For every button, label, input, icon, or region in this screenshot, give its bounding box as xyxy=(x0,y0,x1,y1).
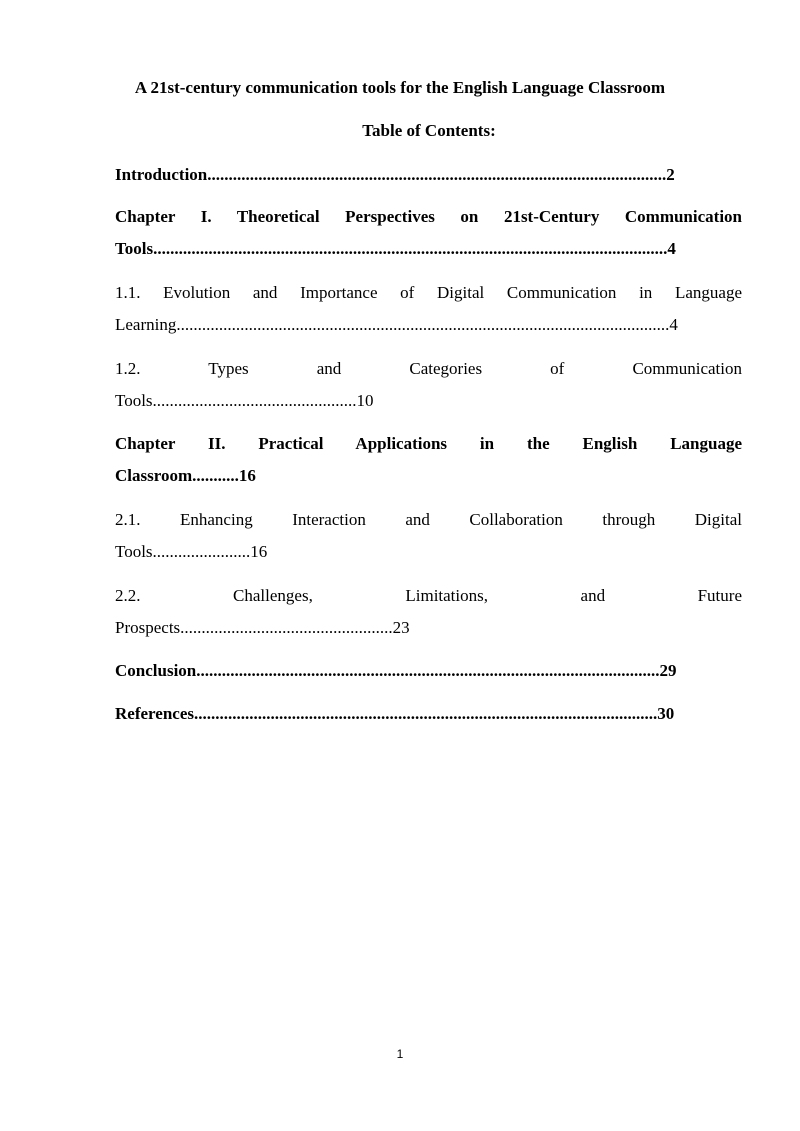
toc-heading: Table of Contents: xyxy=(362,121,496,140)
toc-entry-text: Tools................................................10 xyxy=(115,391,374,410)
toc-entry-section-2-1[interactable] xyxy=(115,504,742,568)
toc-entry-section-1-1[interactable] xyxy=(115,277,742,341)
toc-entry-text: References.............................................................................................................30 xyxy=(115,704,675,723)
toc-entry-text: Learning....................................................................................................................4 xyxy=(115,315,678,334)
toc-entry-text: Tools.......................16 xyxy=(115,542,268,561)
toc-entry-chapter-1[interactable] xyxy=(115,201,742,265)
toc-entry-text: Prospects..................................................23 xyxy=(115,618,410,637)
page-number: 1 xyxy=(396,1047,404,1061)
toc-entry-text: 2.2. Challenges, Limitations, and Future xyxy=(115,586,742,605)
toc-entry-conclusion[interactable] xyxy=(115,655,742,687)
toc-entry-text: 1.2. Types and Categories of Communication xyxy=(115,359,742,378)
toc-entry-text: Chapter I. Theoretical Perspectives on 21st-Century Communication xyxy=(115,207,742,226)
toc-entry-text: Classroom...........16 xyxy=(115,466,256,485)
toc-entry-text: Tools.........................................................................................................................4 xyxy=(115,239,676,258)
toc-entry-section-2-2[interactable] xyxy=(115,580,742,644)
toc-entry-introduction[interactable] xyxy=(115,159,742,191)
toc-entry-references[interactable] xyxy=(115,698,742,730)
toc-entry-chapter-2[interactable] xyxy=(115,428,742,492)
toc-entry-text: 2.1. Enhancing Interaction and Collaboration through Digital xyxy=(115,510,742,529)
toc-entry-text: 1.1. Evolution and Importance of Digital Communication in Language xyxy=(115,283,742,302)
document-title: A 21st-century communication tools for the English Language Classroom xyxy=(134,78,666,97)
toc-entry-section-1-2[interactable] xyxy=(115,353,742,417)
toc-entry-text: Introduction............................................................................................................2 xyxy=(115,165,675,184)
toc-entry-text: Chapter II. Practical Applications in the English Language xyxy=(115,434,742,453)
toc-entry-text: Conclusion.............................................................................................................29 xyxy=(115,661,677,680)
